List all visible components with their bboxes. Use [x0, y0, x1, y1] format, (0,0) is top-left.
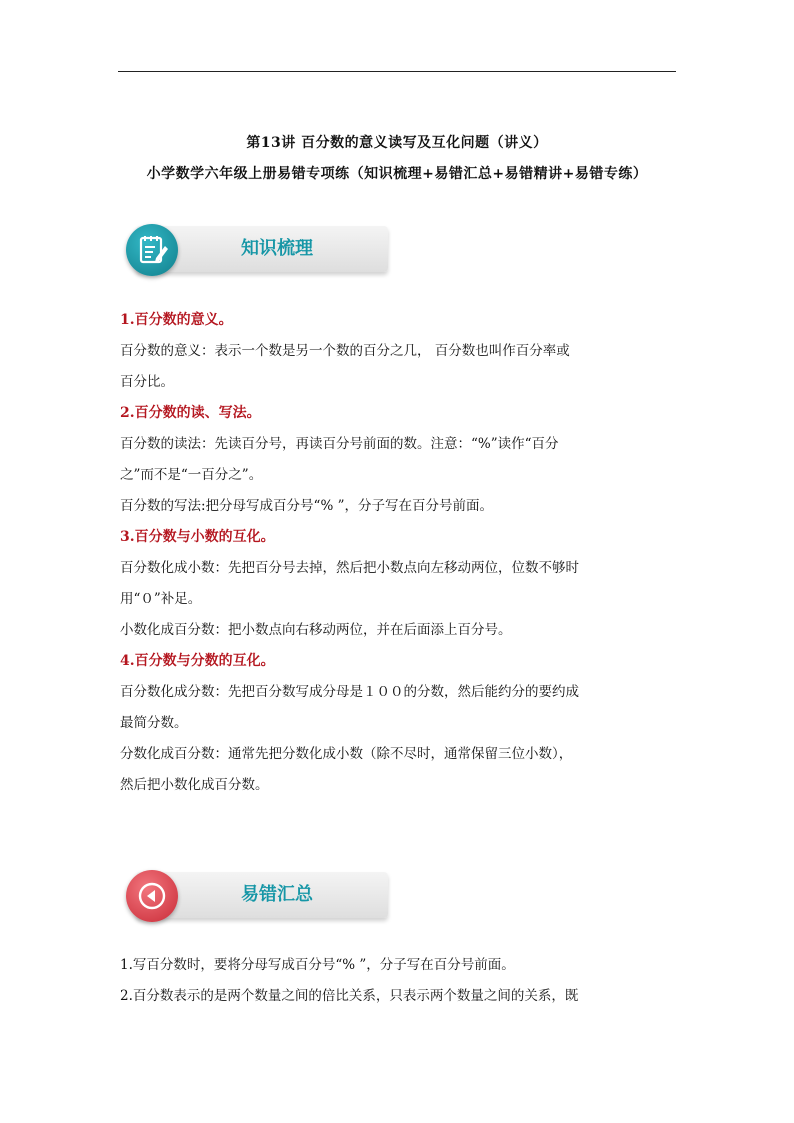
- section-banner-errors: [120, 872, 392, 922]
- paragraph: 百分数的读法：先读百分号，再读百分号前面的数。注意：“%”读作“百分: [120, 436, 559, 452]
- paragraph: 最简分数。: [120, 715, 188, 731]
- page-subtitle: 小学数学六年级上册易错专项练（知识梳理+易错汇总+易错精讲+易错专练）: [146, 166, 648, 182]
- paragraph: 百分数的写法:把分母写成百分号“% ”，分子写在百分号前面。: [120, 498, 493, 514]
- paragraph: 1.写百分数时，要将分母写成百分号“% ”，分子写在百分号前面。: [120, 957, 515, 973]
- paragraph: 百分数的意义：表示一个数是另一个数的百分之几， 百分数也叫作百分率或: [120, 343, 570, 359]
- play-left-arrow-icon: [126, 870, 178, 922]
- paragraph: 2.百分数表示的是两个数量之间的倍比关系，只表示两个数量之间的关系，既: [120, 988, 579, 1004]
- banner-label: 易错汇总: [241, 884, 313, 905]
- heading-1: 1.百分数的意义。: [120, 312, 233, 328]
- paragraph: 小数化成百分数：把小数点向右移动两位，并在后面添上百分号。: [120, 622, 512, 638]
- banner-label: 知识梳理: [241, 238, 313, 259]
- heading-3: 3.百分数与小数的互化。: [120, 529, 275, 545]
- paragraph: 之”而不是“一百分之”。: [120, 467, 263, 483]
- paragraph: 分数化成百分数：通常先把分数化成小数（除不尽时，通常保留三位小数），: [120, 746, 573, 762]
- header-rule: [118, 71, 676, 72]
- paragraph: 百分比。: [120, 374, 174, 390]
- paragraph: 用“０”补足。: [120, 591, 202, 607]
- page-title: 第13讲 百分数的意义读写及互化问题（讲义）: [246, 135, 548, 151]
- notepad-pencil-icon: [126, 224, 178, 276]
- paragraph: 然后把小数化成百分数。: [120, 777, 269, 793]
- paragraph: 百分数化成小数：先把百分号去掉，然后把小数点向左移动两位，位数不够时: [120, 560, 579, 576]
- paragraph: 百分数化成分数：先把百分数写成分母是１００的分数，然后能约分的要约成: [120, 684, 579, 700]
- heading-4: 4.百分数与分数的互化。: [120, 653, 275, 669]
- heading-2: 2.百分数的读、写法。: [120, 405, 261, 421]
- section-banner-knowledge: [120, 226, 392, 276]
